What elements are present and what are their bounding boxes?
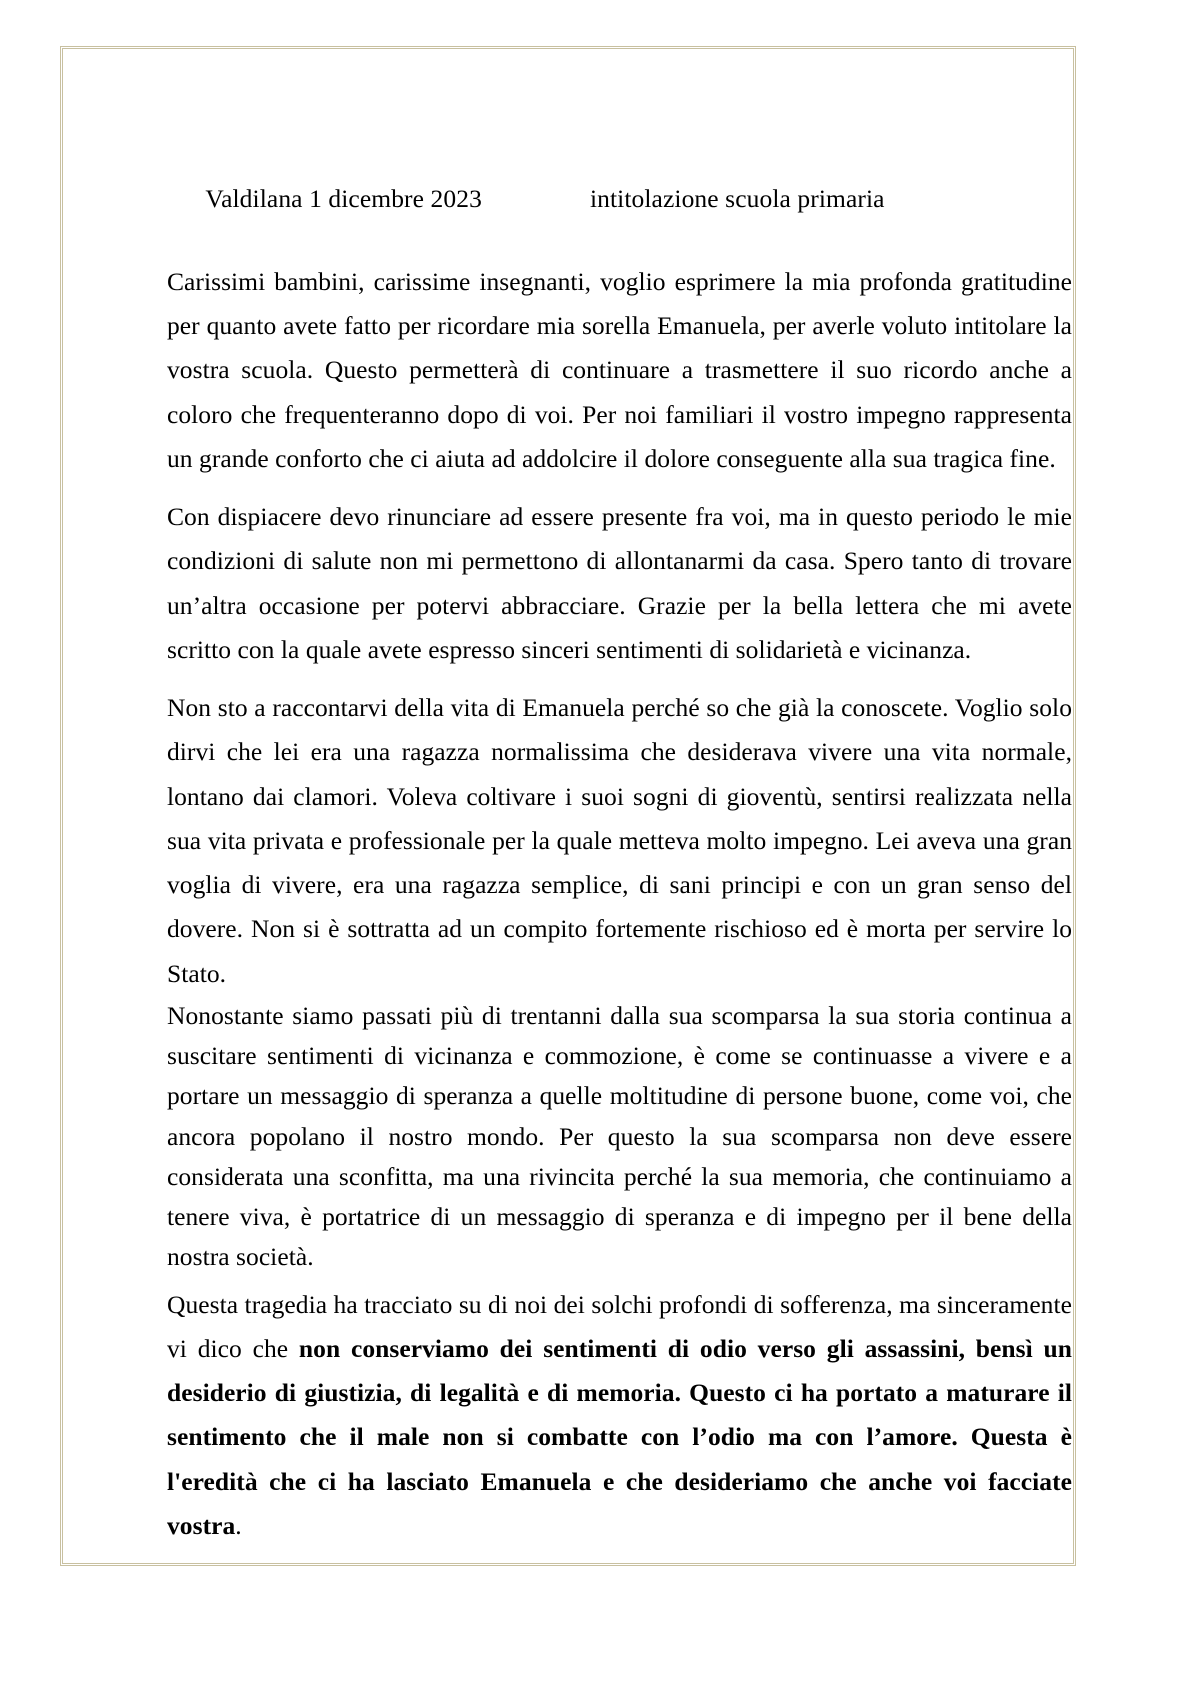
paragraph-5	[167, 1283, 1072, 1548]
header-place-date: Valdilana 1 dicembre 2023	[205, 183, 482, 213]
paragraph-5-lead: Questa tragedia ha tracciato su di noi dei solchi profondi di sofferenza, ma sinceramente vi dico che	[167, 1289, 1072, 1363]
paragraph-2: Con dispiacere devo rinunciare ad essere presente fra voi, ma in questo periodo le mie condizioni di salute non mi permettono di allontanarmi da casa. Spero tanto di trovare un’altra occasione per potervi abbracciare. Grazie per la bella lettera che mi avete scritto con la quale avete espresso sinceri sentimenti di solidarietà e vicinanza.	[167, 502, 1072, 664]
header-subject: intitolazione scuola primaria	[589, 183, 885, 213]
paragraph-3: Non sto a raccontarvi della vita di Emanuela perché so che già la conoscete. Voglio solo dirvi che lei era una ragazza normalissima che desiderava vivere una vita normale, lontano dai clamori. Voleva coltivare i suoi sogni di gioventù, sentirsi realizzata nella sua vita privata e professionale per la quale metteva molto impegno. Lei aveva una gran voglia di vivere, era una ragazza semplice, di sani principi e con un gran senso del dovere. Non si è sottratta ad un compito fortemente rischioso ed è morta per servire lo Stato.	[167, 693, 1072, 988]
paragraph-5-emphasis: non conserviamo dei sentimenti di odio verso gli assassini, bensì un desiderio di giustizia, di legalità e di memoria. Questo ci ha portato a maturare il sentimento che il male non si combatte con l’odio ma con l’amore. Questa è l'eredità che ci ha lasciato Emanuela e che desideriamo che anche voi facciate vostra	[167, 1333, 1072, 1540]
paragraph-5-trailing: .	[235, 1510, 242, 1540]
letter-header	[167, 147, 1072, 251]
paragraph-1: Carissimi bambini, carissime insegnanti, voglio esprimere la mia profonda gratitudine per quanto avete fatto per ricordare mia sorella Emanuela, per averle voluto intitolare la vostra scuola. Questo permetterà di continuare a trasmettere il suo ricordo anche a coloro che frequenteranno dopo di voi. Per noi familiari il vostro impegno rappresenta un grande conforto che ci aiuta ad addolcire il dolore conseguente alla sua tragica fine.	[167, 267, 1072, 473]
page-border-frame	[60, 46, 1076, 1566]
document-body	[167, 147, 1072, 1548]
paragraph-4: Nonostante siamo passati più di trentanni dalla sua scomparsa la sua storia continua a suscitare sentimenti di vicinanza e commozione, è come se continuasse a vivere e a portare un messaggio di speranza a quelle moltitudine di persone buone, come voi, che ancora popolano il nostro mondo. Per questo la sua scomparsa non deve essere considerata una sconfitta, ma una rivincita perché la sua memoria, che continuiamo a tenere viva, è portatrice di un messaggio di speranza e di impegno per il bene della nostra società.	[167, 1000, 1072, 1272]
